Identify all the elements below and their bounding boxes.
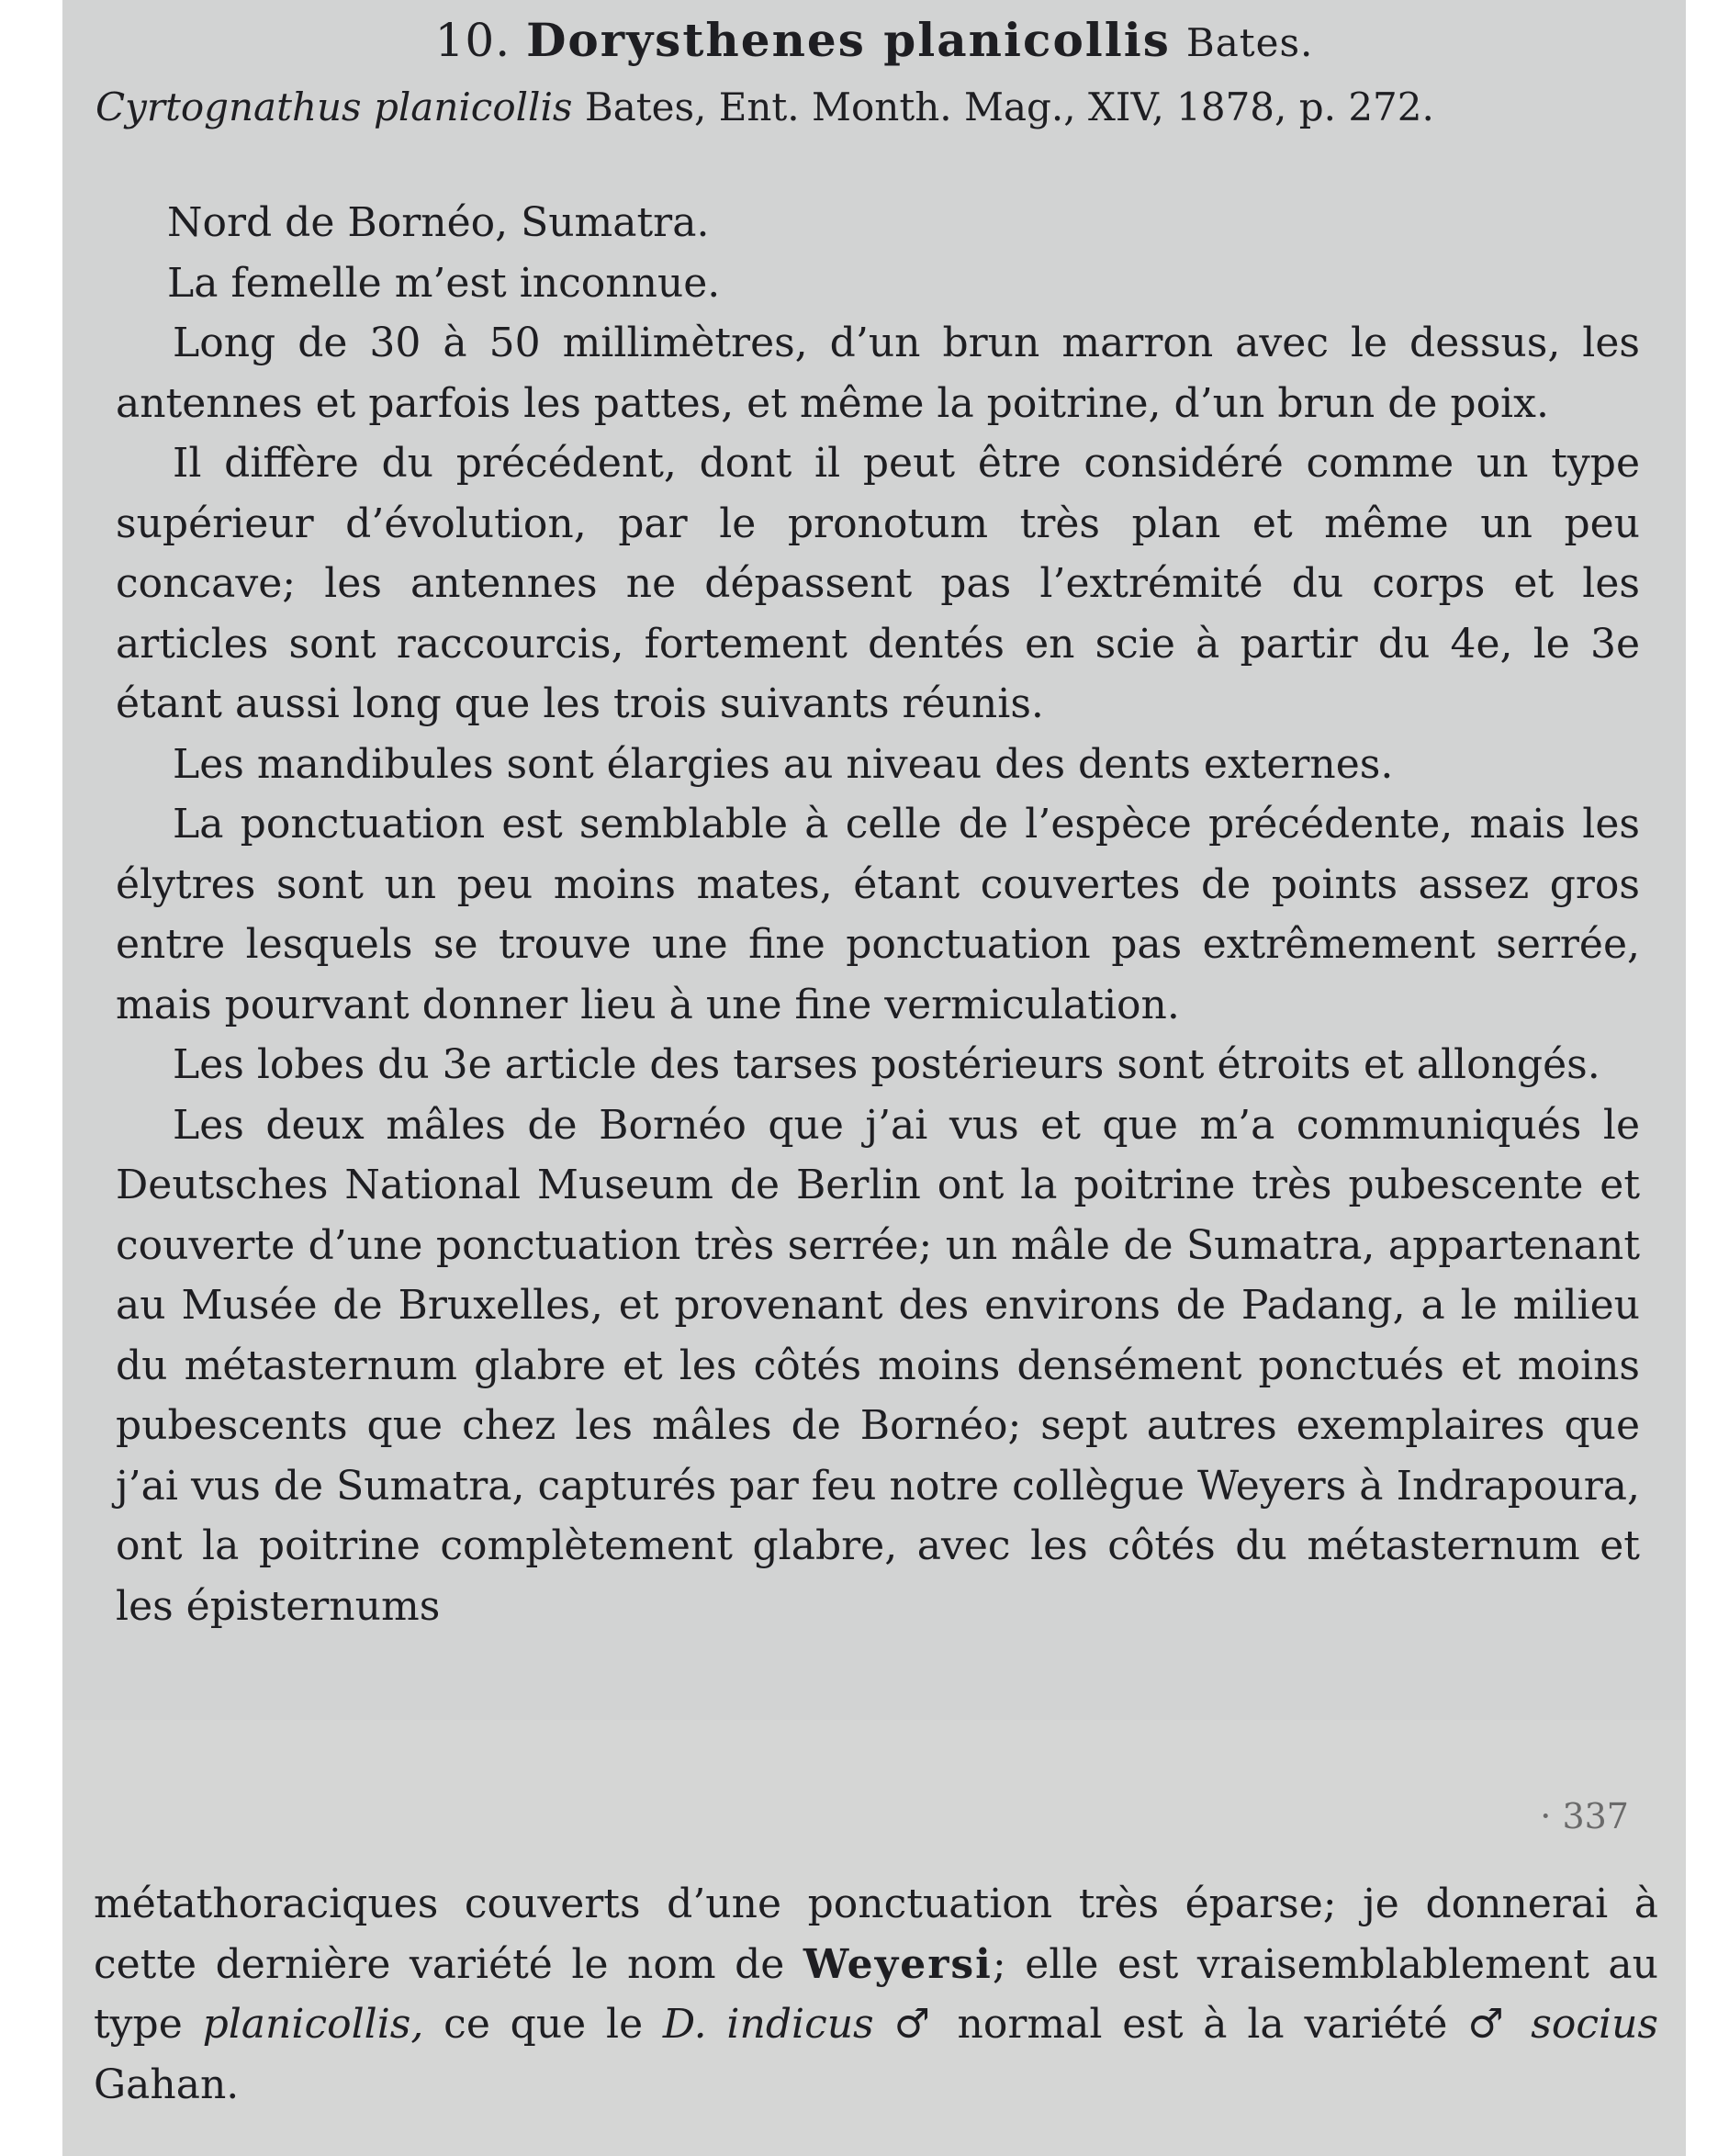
species-author: Bates.: [1185, 20, 1314, 65]
paragraph-female: La femelle m’est inconnue.: [167, 259, 721, 307]
paragraph-punctuation: La ponctuation est semblable à celle de l’espèce précédente, mais les élytres sont un peu moins mates, étant couvertes de points assez gros entre lesquels se trouve une fine ponctuation pas extrêmement serrée, mais pourvant donner lieu à une fine vermiculation.: [116, 801, 1640, 1028]
paragraph-difference: Il diffère du précédent, dont il peut être considéré comme un type supérieur d’évolution, par le pronotum très plan et même un peu concave; les antennes ne dépassent pas l’extrémité du corps et les articles sont raccourcis, fortement dentés en scie à partir du 4e, le 3e étant aussi long que les trois suivants réunis.: [116, 440, 1640, 727]
species-number: 10.: [434, 14, 511, 67]
variety-reference: socius: [1531, 2001, 1658, 2048]
continuation-paragraph: [94, 1874, 1658, 2115]
continuation-text-4: normal est à la variété: [957, 2001, 1448, 2048]
species-name: Dorysthenes planicollis: [526, 13, 1171, 67]
paragraph-specimens: Les deux mâles de Bornéo que j’ai vus et que m’a communiqués le Deutsches National Museum de Berlin ont la poitrine très pubescente et couverte d’une ponctuation très serrée; un mâle de Sumatra, appartenant au Musée de Bruxelles, et provenant des environs de Padang, a le milieu du métasternum glabre et les côtés moins densément ponctués et moins pubescents que chez les mâles de Bornéo; sept autres exemplaires que j’ai vus de Sumatra, capturés par feu notre collègue Weyers à Indrapoura, ont la poitrine complètement glabre, avec les côtés du métasternum et les épisternums: [116, 1101, 1640, 1630]
male-symbol-icon: ♂: [893, 2001, 937, 2048]
variety-name: Weyersi: [803, 1940, 993, 1988]
synonym-citation: Bates, Ent. Month. Mag., XIV, 1878, p. 272.: [584, 84, 1434, 129]
type-name: planicollis,: [202, 2001, 424, 2048]
description-body: [116, 193, 1640, 1636]
continuation-text-3: ce que le: [443, 2001, 644, 2048]
page-number: · 337: [1540, 1796, 1629, 1836]
paragraph-mandibles: Les mandibules sont élargies au niveau des dents externes.: [173, 740, 1394, 788]
paragraph-tarsi: Les lobes du 3e article des tarses postérieurs sont étroits et allongés.: [173, 1041, 1600, 1088]
paragraph-distribution: Nord de Bornéo, Sumatra.: [167, 199, 710, 246]
continuation-text-2: ; elle est vraisemblablement au type: [94, 1940, 1658, 2048]
continuation-text-5: Gahan.: [94, 2061, 240, 2108]
synonym-name: Cyrtognathus planicollis: [95, 84, 573, 129]
paragraph-size: Long de 30 à 50 millimètres, d’un brun marron avec le dessus, les antennes et parfois les pattes, et même la poitrine, d’un brun de poix.: [116, 320, 1640, 427]
species-heading: [62, 13, 1686, 67]
continuation-text-1: métathoraciques couverts d’une ponctuation très éparse; je donnerai à cette dernière variété le nom de: [94, 1881, 1658, 1988]
synonym-line: [95, 84, 1656, 129]
page-top-scan: [62, 0, 1686, 1720]
page-bottom-scan: [62, 1720, 1686, 2156]
species-reference: D. indicus: [662, 2001, 874, 2048]
male-symbol-icon: ♂: [1467, 2001, 1511, 2048]
